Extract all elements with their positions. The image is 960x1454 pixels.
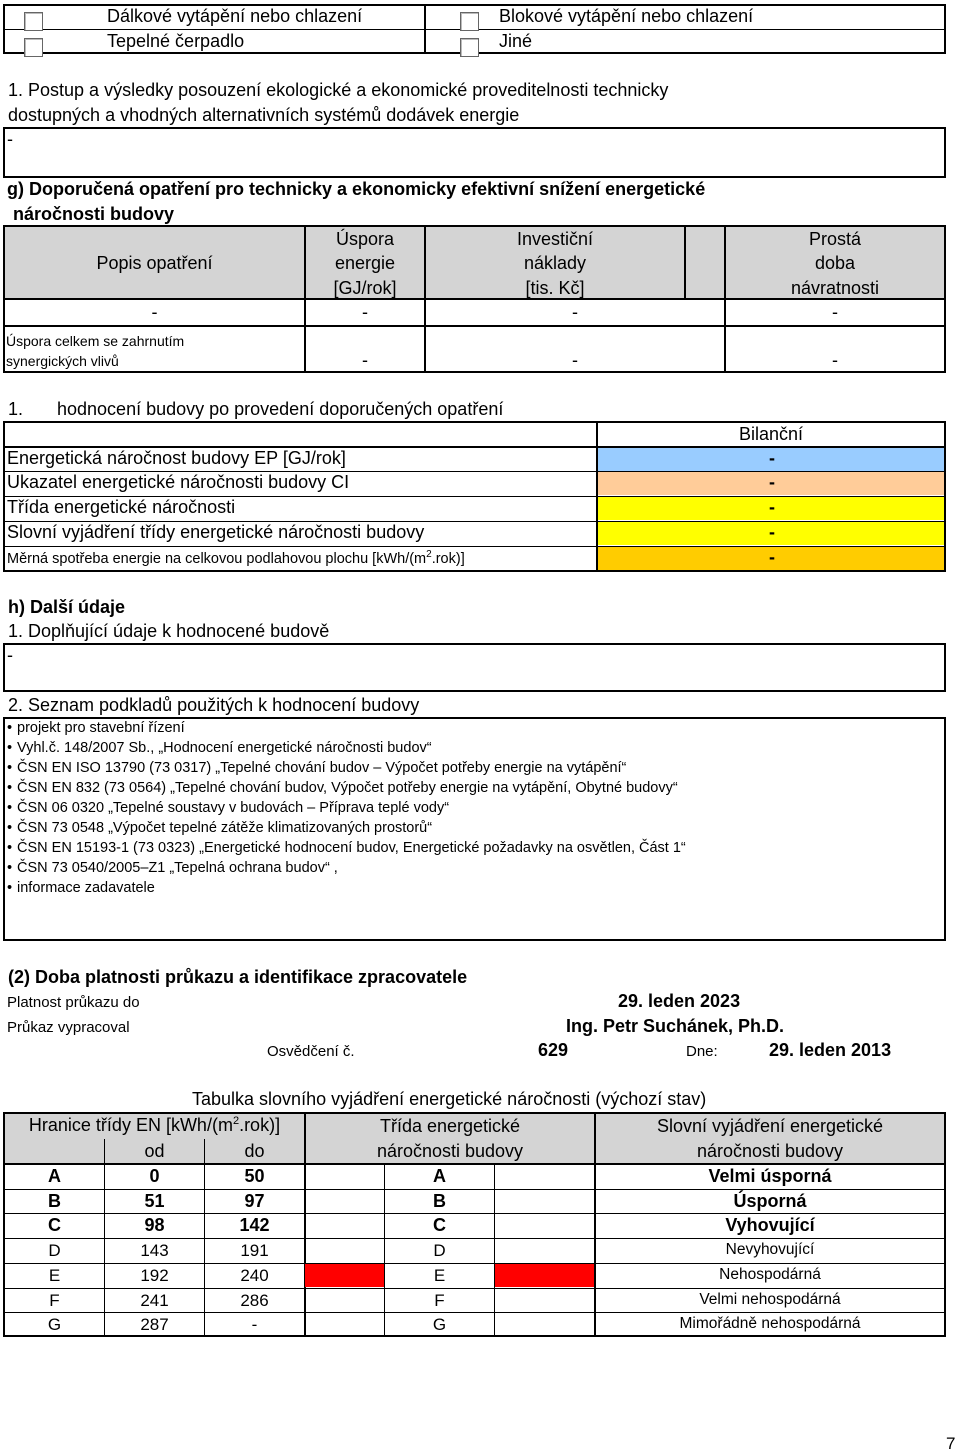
reference-item: • ČSN EN ISO 13790 (73 0317) „Tepelné chování budov – Výpočet potřeby energie na vytápění“ xyxy=(7,758,686,778)
section1-title-line1: 1. Postup a výsledky posouzení ekologické a ekonomické proveditelnosti technicky xyxy=(8,80,669,100)
header-trida-2: náročnosti budovy xyxy=(376,1141,524,1161)
header-trida-1: Třída energetické xyxy=(379,1116,521,1136)
evaluation-column-header: Bilanční xyxy=(738,424,804,444)
header-uspora-3: [GJ/rok] xyxy=(333,278,397,298)
header-hranice-sup: 2 xyxy=(232,1115,240,1127)
references-list xyxy=(7,718,686,898)
class-highlight-cell xyxy=(305,1264,384,1288)
total-label-line2: synergických vlivů xyxy=(6,353,119,369)
class-description: Velmi úsporná xyxy=(708,1166,832,1186)
reference-item: • ČSN 73 0540/2005–Z1 „Tepelná ochrana budov“ , xyxy=(7,858,686,878)
class-od: 143 xyxy=(140,1241,169,1261)
class-od: 0 xyxy=(149,1166,160,1186)
measure-value-popis: - xyxy=(151,302,158,322)
reference-item: • informace zadavatele xyxy=(7,878,686,898)
additional-info-value: - xyxy=(7,645,13,665)
checkbox-heat-pump[interactable] xyxy=(24,38,43,57)
header-hranice-text: Hranice třídy EN [kWh/(m xyxy=(28,1115,233,1135)
class-letter-2: A xyxy=(433,1166,446,1186)
header-popis: Popis opatření xyxy=(96,253,213,273)
vypracoval-label: Průkaz vypracoval xyxy=(7,1019,130,1036)
section-h-sub1: 1. Doplňující údaje k hodnocené budově xyxy=(8,621,330,641)
class-letter: G xyxy=(47,1315,62,1335)
class-do: - xyxy=(251,1315,258,1335)
class-letter: D xyxy=(48,1241,61,1261)
class-od: 287 xyxy=(140,1315,169,1335)
evaluation-row-label: Energetická náročnost budovy EP [GJ/rok] xyxy=(7,448,346,468)
heating-option-block: Blokové vytápění nebo chlazení xyxy=(499,6,754,26)
evaluation-row-label: Slovní vyjádření třídy energetické náročnosti budovy xyxy=(7,522,425,542)
class-od: 98 xyxy=(144,1215,165,1236)
checkbox-block-heating[interactable] xyxy=(460,12,479,31)
class-letter-2: C xyxy=(433,1215,446,1236)
class-row-divider xyxy=(3,1213,946,1214)
class-od: 192 xyxy=(140,1265,169,1285)
reference-item: • ČSN 73 0548 „Výpočet tepelné zátěže klimatizovaných prostorů“ xyxy=(7,818,686,838)
section-g-title-line2: náročnosti budovy xyxy=(13,204,175,224)
validity-title: (2) Doba platnosti průkazu a identifikace zpracovatele xyxy=(8,967,468,987)
evaluation-row-value: - xyxy=(769,522,775,542)
reference-item: • ČSN EN 832 (73 0564) „Tepelné chování budov, Výpočet potřeby energie na vytápění, Obytné budovy“ xyxy=(7,778,686,798)
evaluation-title: hodnocení budovy po provedení doporučených opatření xyxy=(57,399,504,419)
section1-value: - xyxy=(7,129,13,149)
class-description: Nehospodárná xyxy=(719,1265,821,1283)
evaluation-row-label: Třída energetické náročnosti xyxy=(7,497,236,517)
class-letter-2: B xyxy=(433,1190,446,1211)
measure-value-prosta: - xyxy=(832,302,838,322)
class-description: Úsporná xyxy=(733,1190,807,1211)
evaluation-row-label: Měrná spotřeba energie na celkovou podlahovou plochu $[kWh/(m^2.rok)]$ xyxy=(7,549,465,567)
platnost-value: 29. leden 2023 xyxy=(618,991,741,1011)
class-do: 191 xyxy=(240,1241,269,1261)
header-investicni-2: náklady xyxy=(523,253,587,273)
class-letter: F xyxy=(49,1290,60,1310)
header-uspora-1: Úspora xyxy=(335,229,395,249)
checkbox-district-heating[interactable] xyxy=(24,12,43,31)
class-row-divider xyxy=(3,1189,946,1190)
osvedceni-value: 629 xyxy=(538,1040,569,1060)
measure-value-investicni: - xyxy=(572,302,578,322)
dne-label: Dne: xyxy=(686,1043,718,1060)
class-description: Mimořádně nehospodárná xyxy=(679,1315,861,1333)
class-letter: E xyxy=(48,1265,61,1285)
class-letter-2: G xyxy=(432,1315,447,1335)
class-description: Nevyhovující xyxy=(725,1241,815,1259)
class-do: 286 xyxy=(240,1290,269,1310)
checkbox-other[interactable] xyxy=(460,38,479,57)
class-description: Vyhovující xyxy=(725,1215,815,1236)
evaluation-row-label: Ukazatel energetické náročnosti budovy CI xyxy=(7,472,350,492)
header-uspora-2: energie xyxy=(334,253,396,273)
class-od: 51 xyxy=(144,1190,165,1211)
class-letter-2: D xyxy=(433,1241,446,1261)
class-do: 142 xyxy=(239,1215,270,1236)
header-prosta-1: Prostá xyxy=(808,229,862,249)
reference-item: • ČSN EN 15193-1 (73 0323) „Energetické hodnocení budov, Energetické požadavky na osvětlen, Část 1“ xyxy=(7,838,686,858)
class-row-divider xyxy=(3,1263,946,1264)
class-highlight-cell xyxy=(495,1264,594,1288)
header-slovni-2: náročnosti budovy xyxy=(696,1141,844,1161)
class-letter: C xyxy=(48,1215,61,1236)
class-od: 241 xyxy=(140,1290,169,1310)
class-table-title: Tabulka slovního vyjádření energetické náročnosti (výchozí stav) xyxy=(192,1089,707,1109)
heating-option-district: Dálkové vytápění nebo chlazení xyxy=(107,6,363,26)
class-row-divider xyxy=(3,1312,946,1313)
header-hranice xyxy=(5,1115,304,1136)
total-label-line1: Úspora celkem se zahrnutím xyxy=(6,333,185,349)
class-letter: B xyxy=(48,1190,61,1211)
heating-option-other: Jiné xyxy=(499,31,533,51)
class-description: Velmi nehospodárná xyxy=(699,1290,841,1308)
total-value-investicni: - xyxy=(572,350,578,370)
header-do: do xyxy=(244,1141,265,1161)
platnost-label: Platnost průkazu do xyxy=(7,994,140,1011)
header-prosta-3: návratnosti xyxy=(790,278,880,298)
section1-value-box xyxy=(3,127,946,178)
evaluation-row-value: - xyxy=(769,547,775,567)
measure-value-uspora: - xyxy=(362,302,368,322)
class-letter: A xyxy=(48,1166,61,1186)
heating-option-heat-pump: Tepelné čerpadlo xyxy=(107,31,245,51)
vypracoval-value: Ing. Petr Suchánek, Ph.D. xyxy=(566,1016,785,1036)
dne-value: 29. leden 2013 xyxy=(769,1040,892,1060)
section-h-title: h) Další údaje xyxy=(8,597,126,617)
class-row-divider xyxy=(3,1238,946,1239)
total-value-prosta: - xyxy=(832,350,838,370)
header-investicni-3: [tis. Kč] xyxy=(525,278,585,298)
reference-item: • Vyhl.č. 148/2007 Sb., „Hodnocení energetické náročnosti budov“ xyxy=(7,738,686,758)
osvedceni-label: Osvědčení č. xyxy=(267,1043,355,1060)
evaluation-row-value: - xyxy=(769,497,775,517)
total-value-uspora: - xyxy=(362,350,368,370)
class-letter-2: E xyxy=(433,1265,446,1285)
section-g-title-line1: g) Doporučená opatření pro technicky a ekonomicky efektivní snížení energetické xyxy=(7,179,706,199)
section1-title-line2: dostupných a vhodných alternativních systémů dodávek energie xyxy=(8,105,520,125)
header-investicni-1: Investiční xyxy=(516,229,594,249)
header-prosta-2: doba xyxy=(814,253,856,273)
evaluation-row-value: - xyxy=(769,472,775,492)
class-do: 240 xyxy=(240,1265,269,1285)
additional-info-box xyxy=(3,643,946,692)
evaluation-row-value: - xyxy=(769,448,775,468)
class-do: 97 xyxy=(244,1190,265,1211)
header-od: od xyxy=(144,1141,165,1161)
class-letter-2: F xyxy=(434,1290,445,1310)
reference-item: • ČSN 06 0320 „Tepelné soustavy v budovách – Příprava teplé vody“ xyxy=(7,798,686,818)
section-h-sub2: 2. Seznam podkladů použitých k hodnocení budovy xyxy=(8,695,420,715)
reference-item: • projekt pro stavební řízení xyxy=(7,718,686,738)
evaluation-title-num: 1. xyxy=(8,399,24,419)
class-do: 50 xyxy=(244,1166,265,1186)
class-row-divider xyxy=(3,1288,946,1289)
page-number: 7 xyxy=(946,1434,956,1453)
header-hranice-end: .rok)] xyxy=(239,1115,281,1135)
header-slovni-1: Slovní vyjádření energetické xyxy=(656,1116,884,1136)
